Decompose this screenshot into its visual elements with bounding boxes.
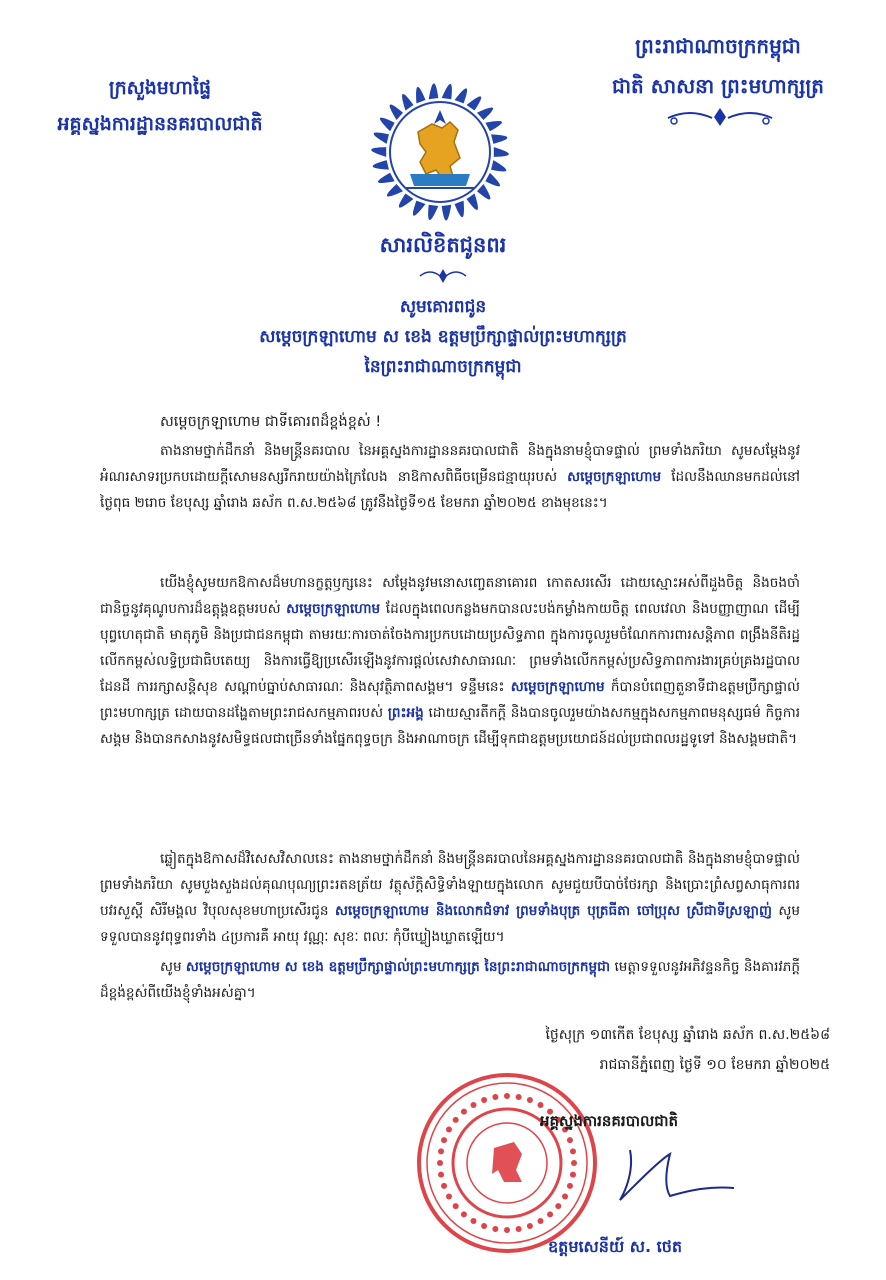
ministry-name: ក្រសួងមហាផ្ទៃ bbox=[108, 77, 212, 99]
police-emblem-logo bbox=[350, 62, 530, 242]
seal-dot bbox=[471, 1102, 477, 1108]
p2-text-a: យើងខ្ញុំសូមយកឱកាសដ៏មហានក្ខត្តឫក្សនេះ សម្តែងនូវមនោសញ្ចេតនាគោរព កោតសរសើរ ដោយស្មោះអស់ពីដួងចិត្ត និងចងចាំជានិច្ចនូវគុណូបការដ៏ឧត្តុង្គឧត្តមរបស់ bbox=[100, 575, 800, 617]
seal-dot bbox=[547, 1211, 553, 1217]
seal-dot bbox=[453, 1203, 459, 1209]
seal-dot bbox=[437, 1160, 443, 1166]
p4-text-a: សូម bbox=[160, 959, 186, 975]
seal-dot bbox=[562, 1194, 568, 1200]
kingdom-header bbox=[580, 26, 856, 106]
seal-dot bbox=[567, 1183, 573, 1189]
p1-honoree-name: សម្តេចក្រឡាហោម bbox=[567, 469, 662, 485]
p2-king-reference: ព្រះអង្គ bbox=[387, 705, 424, 721]
recipient-kingdom: នៃព្រះរាជាណាចក្រកម្ពុជា bbox=[364, 357, 522, 377]
signature-mark bbox=[600, 1130, 740, 1210]
seal-dot bbox=[570, 1172, 576, 1178]
police-department-name: អគ្គស្នងការដ្ឋាននគរបាលជាតិ bbox=[57, 113, 263, 135]
seal-dot bbox=[481, 1223, 487, 1229]
title-ornament-icon bbox=[418, 266, 468, 286]
seal-dot bbox=[438, 1148, 444, 1154]
p4-text-b: មេត្តាទទួលនូវអភិវន្ទនកិច្ច និងគារវភក្តីដ៏ខ្ពង់ខ្ពស់ពីយើងខ្ញុំទាំងអស់គ្នា។ bbox=[100, 959, 800, 1001]
seal-dot bbox=[438, 1172, 444, 1178]
seal-dot bbox=[567, 1137, 573, 1143]
p3-honoree-family: សម្តេចក្រឡាហោម និងលោកជំទាវ ព្រមទាំងបុត្រ បុត្រធីតា ចៅប្រុស ស្រីជាទីស្រឡាញ់ bbox=[334, 903, 772, 919]
kingdom-name: ព្រះរាជាណាចក្រកម្ពុជា bbox=[635, 34, 801, 58]
ministry-header bbox=[30, 70, 290, 142]
seal-dot bbox=[570, 1148, 576, 1154]
lunar-date: ថ្ងៃសុក្រ ១៣កើត ខែបុស្ស ឆ្នាំរោង ឆស័ក ព.ស.២៥៦៨ bbox=[545, 1027, 830, 1043]
p2-honoree-name-2: សម្តេចក្រឡាហោម bbox=[510, 679, 605, 695]
seal-dot bbox=[571, 1160, 577, 1166]
seal-dot bbox=[527, 1097, 533, 1103]
paragraph-congratulation bbox=[100, 438, 800, 516]
seal-dot bbox=[504, 1093, 510, 1099]
seal-dot bbox=[555, 1203, 561, 1209]
seal-dot bbox=[538, 1218, 544, 1224]
seal-dot bbox=[461, 1211, 467, 1217]
seal-dot bbox=[516, 1226, 522, 1232]
p3-text-b: សូមទទួលបាននូវពុទ្ធពរទាំង ៤ប្រការគឺ អាយុ វណ្ណៈ សុខៈ ពលៈ កុំបីឃ្លៀងឃ្លាតឡើយ។ bbox=[100, 903, 800, 945]
seal-dot bbox=[481, 1097, 487, 1103]
signer-title: អគ្គស្នងការនគរបាលជាតិ bbox=[540, 1112, 679, 1130]
seal-dot bbox=[446, 1194, 452, 1200]
p1-text-b: ដែលនឹងឈានមកដល់នៅថ្ងៃពុធ ២រោច ខែបុស្ស ឆ្នាំរោង ឆស័ក ព.ស.២៥៦៨ ត្រូវនឹងថ្ងៃទី១៥ ខែមករា ឆ្នាំ២០២៥ ខាងមុខនេះ។ bbox=[100, 469, 800, 511]
p2-text-c: ក៏បានបំពេញតួនាទីជាឧត្តមប្រឹក្សាផ្ទាល់ព្រះមហាក្សត្រ ដោយបានដង្ហែតាមព្រះរាជសកម្មភាពរបស់ bbox=[100, 679, 800, 721]
p2-text-b: ដែលក្នុងពេលកន្លងមកបានលះបង់កម្លាំងកាយចិត្ត ពេលវេលា និងបញ្ញាញាណ ដើម្បីបុព្វហេតុជាតិ មាតុភូមិ និងប្រជាជនកម្ពុជា តាមរយៈការចាត់ចែងការប្រកបដោយប្រសិទ្ធភាព ក្នុងការចូលរួមចំណែកការពារសន្តិភាព ពង្រឹងនីតិរដ្ឋ លើកកម្ពស់លទ្ធិប្រជាធិបតេយ្យ និងការធ្វើឱ្យប្រសើរឡើងនូវការផ្តល់សេវាសាធារណៈ ព្រមទាំងលើកកម្ពស់ប្រសិទ្ធភាពការងារគ្រប់គ្រងរដ្ឋបាលដែនដី ការរក្សាសន្តិសុខ សណ្តាប់ធ្នាប់សាធារណៈ និងសុវត្ថិភាពសង្គម។ ទន្ទឹមនេះ bbox=[100, 601, 800, 695]
motto-ornament-icon bbox=[660, 104, 780, 130]
seal-dot bbox=[453, 1117, 459, 1123]
document-title: សារលិខិតជូនពរ bbox=[379, 232, 507, 257]
recipient-name: សម្តេចក្រឡាហោម ស ខេង ឧត្តមប្រឹក្សាផ្ទាល់ព្រះមហាក្សត្រ bbox=[259, 327, 627, 347]
paragraph-closing bbox=[100, 954, 800, 1006]
seal-dot bbox=[441, 1183, 447, 1189]
seal-dot bbox=[461, 1109, 467, 1115]
seal-dot bbox=[471, 1218, 477, 1224]
seal-dot bbox=[446, 1127, 452, 1133]
recipient-block bbox=[100, 292, 786, 382]
p2-text-d: ដោយស្មារតីកក្តី និងបានចូលរួមយ៉ាងសកម្មក្នុងសកម្មភាពមនុស្សធម៌ កិច្ចការសង្គម និងបានកសាងនូវសមិទ្ធផលជាច្រើនទាំងផ្នែកពុទ្ធចក្រ និងអាណាចក្រ ដើម្បីទុកជាឧត្តមប្រយោជន៍ដល់ប្រជាពលរដ្ឋទូទៅ និងសង្គមជាតិ។ bbox=[100, 705, 801, 747]
salutation: សម្តេចក្រឡាហោម ជាទីគោរពដ៏ខ្ពង់ខ្ពស់ ! bbox=[160, 414, 382, 430]
official-seal-stamp bbox=[414, 1070, 600, 1256]
recipient-greeting: សូមគោរពជូន bbox=[399, 297, 487, 317]
paragraph-gratitude bbox=[100, 570, 800, 752]
seal-dot bbox=[441, 1137, 447, 1143]
seal-dot bbox=[504, 1227, 510, 1233]
p3-text-a: ឆ្លៀតក្នុងឱកាសដ៏វិសេសវិសាលនេះ តាងនាមថ្នាក់ដឹកនាំ និងមន្ត្រីនគរបាលនៃអគ្គស្នងការដ្ឋាននគរបាលជាតិ និងក្នុងនាមខ្ញុំបាទផ្ទាល់ ព្រមទាំងភរិយា សូមបួងសួងដល់គុណបុណ្យព្រះរតនត្រ័យ វត្ថុស័ក្តិសិទ្ធិទាំងឡាយក្នុងលោក សូមជួយបីបាច់ថែរក្សា និងប្រោះព្រំសព្វសាធុការពរ បវរសួស្តី សិរីមង្គល វិបុលសុខមហាប្រសើរជូន bbox=[100, 851, 800, 919]
seal-dot bbox=[516, 1094, 522, 1100]
p2-honoree-name: សម្តេចក្រឡាហោម bbox=[286, 601, 381, 617]
paragraph-blessing bbox=[100, 846, 800, 950]
solar-date: រាជធានីភ្នំពេញ ថ្ងៃទី ១០ ខែមករា ឆ្នាំ២០២៥ bbox=[599, 1057, 830, 1073]
p4-honoree-title: សម្តេចក្រឡាហោម ស ខេង ឧត្តមប្រឹក្សាផ្ទាល់ព្រះមហាក្សត្រ នៃព្រះរាជាណាចក្រកម្ពុជា bbox=[185, 959, 611, 975]
seal-dot bbox=[492, 1094, 498, 1100]
seal-dot bbox=[527, 1223, 533, 1229]
p1-text-a: តាងនាមថ្នាក់ដឹកនាំ និងមន្ត្រីនគរបាល នៃអគ្គស្នងការដ្ឋាននគរបាលជាតិ និងក្នុងនាមខ្ញុំបាទផ្ទាល់ ព្រមទាំងភរិយា សូមសម្តែងនូវអំណរសាទរប្រកបដោយក្តីសោមនស្សរីករាយយ៉ាងក្រៃលែង នាឱកាសពិធីចម្រើនជន្មាយុរបស់ bbox=[100, 443, 800, 485]
seal-dot bbox=[492, 1226, 498, 1232]
seal-dot bbox=[538, 1102, 544, 1108]
signer-name: ឧត្តមសេនីយ៍ ស. ថេត bbox=[548, 1237, 683, 1256]
national-motto: ជាតិ សាសនា ព្រះមហាក្សត្រ bbox=[612, 74, 824, 98]
